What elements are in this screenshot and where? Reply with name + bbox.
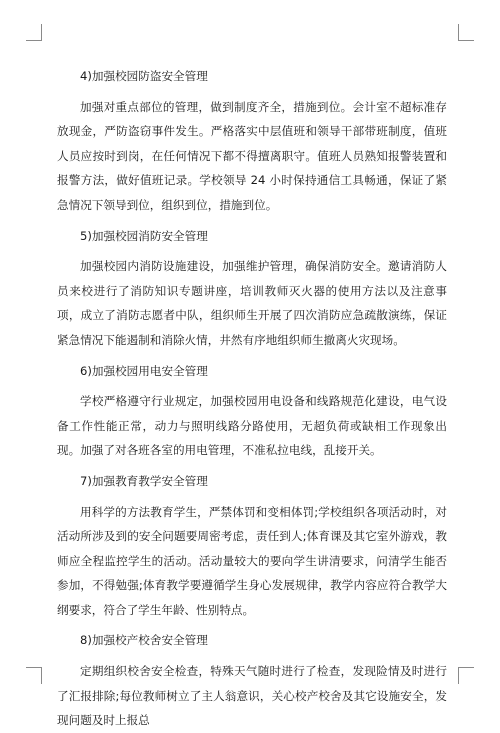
crop-mark-bottom-right-horizontal — [458, 667, 474, 668]
crop-mark-bottom-left-vertical — [41, 667, 42, 684]
document-body — [57, 64, 447, 733]
crop-mark-bottom-right-vertical — [458, 667, 459, 684]
section-paragraph-theft: 加强对重点部位的管理，做到制度齐全，措施到位。会计室不超标准存放现金，严防盗窃事件发生。严格落实中层值班和领导干部带班制度，值班人员应按时到岗，在任何情况下都不得擅离职守。值班人员熟知报警装置和报警方法，做好值班记录。学校领导 24 小时保持通信工具畅通，保证了紧急情况下领导到位，组织到位，措施到位。 — [57, 99, 447, 212]
section-paragraph-fire: 加强校园内消防设施建设，加强维护管理，确保消防安全。邀请消防人员来校进行了消防知识专题讲座，培训教师灭火器的使用方法以及注意事项，成立了消防志愿者中队，组织师生开展了四次消防应急疏散演练，保证紧急情况下能遏制和消除火情，井然有序地组织师生撤离火灾现场。 — [57, 259, 447, 347]
crop-mark-top-left-horizontal — [26, 40, 42, 41]
section-heading-electricity: 6)加强校园用电安全管理 — [80, 363, 208, 378]
section-paragraph-property: 定期组织校舍安全检查，特殊天气随时进行了检查，发现险情及时进行了汇报排除;每位教师树立了主人翁意识，关心校产校舍及其它设施安全，发现问题及时上报总 — [57, 664, 447, 728]
crop-mark-bottom-left-horizontal — [26, 667, 42, 668]
crop-mark-top-right-vertical — [458, 24, 459, 41]
crop-mark-top-right-horizontal — [458, 40, 474, 41]
section-paragraph-teaching: 用科学的方法教育学生，严禁体罚和变相体罚;学校组织各项活动时，对活动所涉及到的安全问题要周密考虑，责任到人;体育课及其它室外游戏，教师应全程监控学生的活动。活动量较大的要向学生讲清要求，问清学生能否参加，不得勉强;体育教学要遵循学生身心发展规律，教学内容应符合教学大纲要求，符合了学生年龄、性别特点。 — [57, 504, 447, 617]
section-heading-property: 8)加强校产校舍安全管理 — [80, 633, 208, 648]
section-heading-teaching: 7)加强教育教学安全管理 — [80, 473, 208, 488]
section-heading-fire: 5)加强校园消防安全管理 — [80, 228, 208, 243]
section-paragraph-electricity: 学校严格遵守行业规定，加强校园用电设备和线路规范化建设，电气设备工作性能正常，动力与照明线路分路使用，无超负荷或缺相工作现象出现。加强了对各班各室的用电管理，不准私拉电线，乱接开关。 — [57, 394, 447, 458]
section-heading-theft: 4)加强校园防盗安全管理 — [80, 69, 208, 83]
crop-mark-top-left-vertical — [41, 24, 42, 41]
